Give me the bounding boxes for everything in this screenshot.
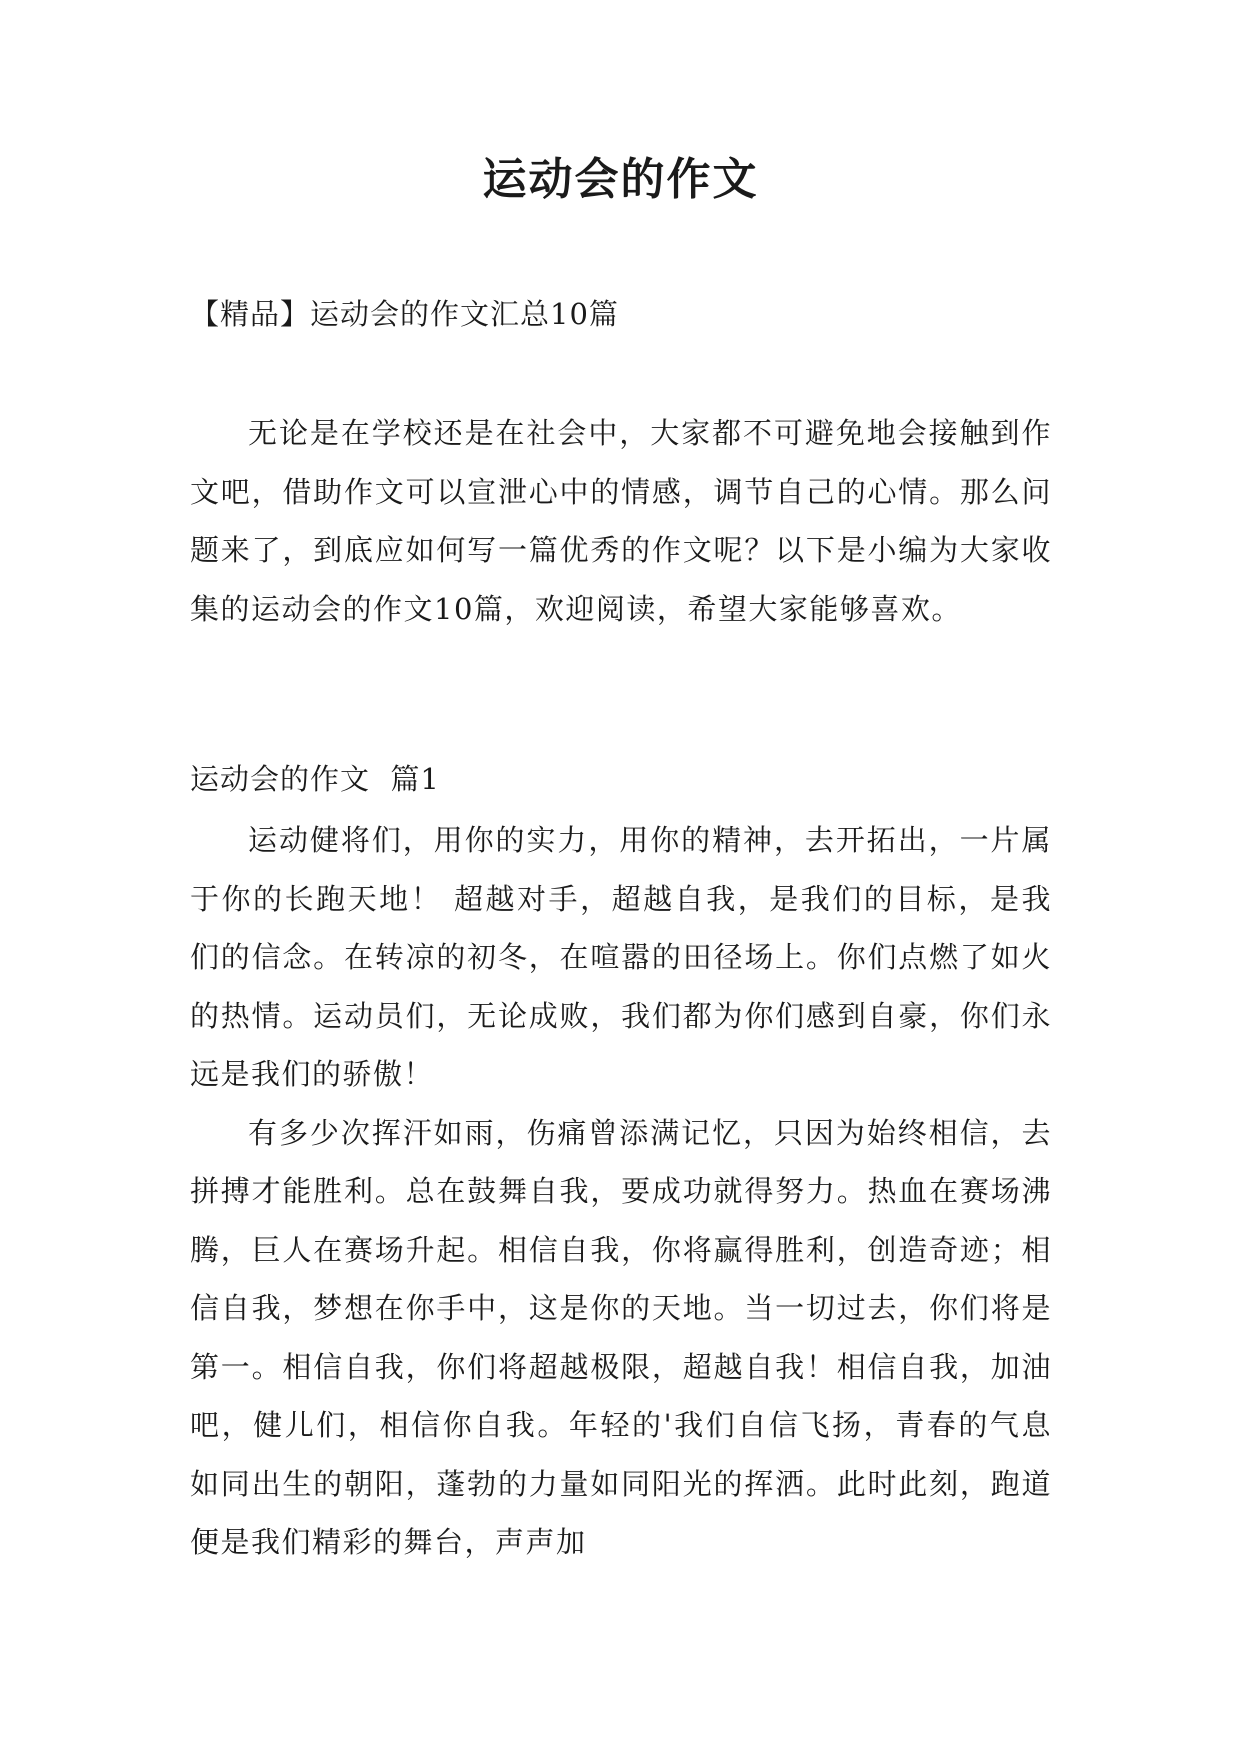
intro-paragraph: 无论是在学校还是在社会中，大家都不可避免地会接触到作文吧，借助作文可以宣泄心中的情感，调节自己的心情。那么问题来了，到底应如何写一篇优秀的作文呢？以下是小编为大家收集的运动会的作文10篇，欢迎阅读，希望大家能够喜欢。: [190, 416, 1052, 626]
intro-block: [190, 404, 1052, 638]
section-heading: 运动会的作文 篇1: [190, 762, 440, 796]
body-paragraph-1: 运动健将们，用你的实力，用你的精神，去开拓出，一片属于你的长跑天地！ 超越对手，超越自我，是我们的目标，是我们的信念。在转凉的初冬，在喧嚣的田径场上。你们点燃了如火的热情。运动员们，无论成败，我们都为你们感到自豪，你们永远是我们的骄傲！: [190, 823, 1052, 1091]
document-title: 运动会的作文: [482, 154, 759, 205]
section-body: [190, 811, 1052, 1572]
document-subtitle: 【精品】运动会的作文汇总10篇: [190, 297, 619, 331]
body-paragraph-2: 有多少次挥汗如雨，伤痛曾添满记忆，只因为始终相信，去拼搏才能胜利。总在鼓舞自我，要成功就得努力。热血在赛场沸腾，巨人在赛场升起。相信自我，你将赢得胜利，创造奇迹；相信自我，梦想在你手中，这是你的天地。当一切过去，你们将是第一。相信自我，你们将超越极限，超越自我！相信自我，加油吧，健儿们，相信你自我。年轻的'我们自信飞扬，青春的气息如同出生的朝阳，蓬勃的力量如同阳光的挥洒。此时此刻，跑道便是我们精彩的舞台，声声加: [190, 1115, 1052, 1559]
